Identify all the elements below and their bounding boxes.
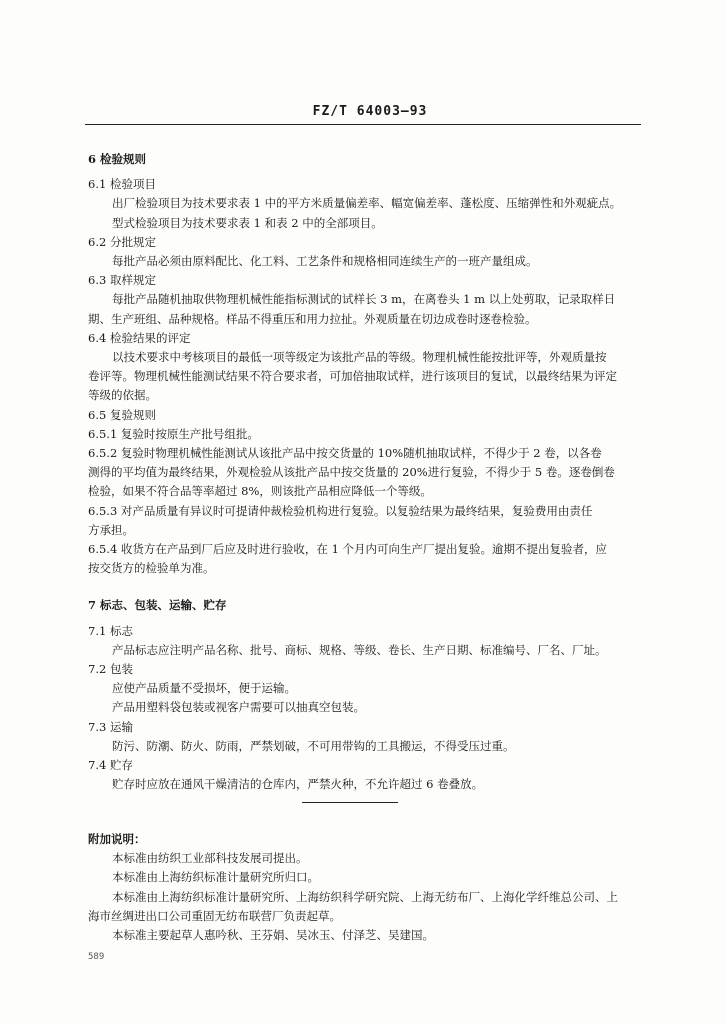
clause-6-5-2-line3: 检验，如果不符合品等率超过 8%，则该批产品相应降低一个等级。 <box>88 484 432 499</box>
notes-title: 附加说明： <box>88 832 146 846</box>
paragraph-7-2-line1: 应使产品质量不受损坏，便于运输。 <box>112 681 296 696</box>
header-rule <box>85 124 641 125</box>
paragraph-7-1-line1: 产品标志应注明产品名称、批号、商标、规格、等级、卷长、生产日期、标准编号、厂名、厂址。 <box>112 642 607 657</box>
notes-line4: 海市丝绸进出口公司重固无纺布联营厂负责起草。 <box>88 908 341 923</box>
clause-6-5-2-line1: 6.5.2 复验时物理机械性能测试从该批产品中按交货量的 10%随机抽取试样，不得少于 2 卷，以各卷 <box>88 446 602 461</box>
clause-6-5-1: 6.5.1 复验时按原生产批号组批。 <box>88 426 259 441</box>
notes-line2: 本标准由上海纺织标准计量研究所归口。 <box>112 870 319 885</box>
paragraph-6-3-line2: 期、生产班组、品种规格。样品不得重压和用力拉扯。外观质量在切边成卷时逐卷检验。 <box>88 311 537 326</box>
paragraph-7-2-line2: 产品用塑料袋包装或视客户需要可以抽真空包装。 <box>112 700 365 715</box>
clause-6-5-2-line2: 测得的平均值为最终结果，外观检验从该批产品中按交货量的 20%进行复验，不得少于 5 卷。逐卷倒卷 <box>88 465 615 480</box>
heading-7-3: 7.3 运输 <box>88 719 133 734</box>
clause-6-5-4-line2: 按交货方的检验单为准。 <box>88 561 215 576</box>
heading-6-3: 6.3 取样规定 <box>88 273 156 288</box>
notes-line5: 本标准主要起草人惠吟秋、王芬娟、吴冰玉、付泽芝、吴建国。 <box>112 928 434 943</box>
paragraph-6-4-line3: 等级的依据。 <box>88 388 157 403</box>
heading-6-1: 6.1 检验项目 <box>88 177 156 192</box>
paragraph-6-4-line1: 以技术要求中考核项目的最低一项等级定为该批产品的等级。物理机械性能按批评等，外观质量按 <box>112 350 607 365</box>
paragraph-6-3-line1: 每批产品随机抽取供物理机械性能指标测试的试样长 3 m，在离卷头 1 m 以上处剪取，记录取样日 <box>112 292 616 307</box>
heading-6-2: 6.2 分批规定 <box>88 234 156 249</box>
heading-6-5: 6.5 复验规则 <box>88 407 156 422</box>
heading-6-4: 6.4 检验结果的评定 <box>88 330 191 345</box>
additional-notes <box>88 830 654 945</box>
end-divider <box>302 802 398 803</box>
paragraph-7-4-line1: 贮存时应放在通风干燥清洁的仓库内，严禁火种，不允许超过 6 卷叠放。 <box>112 777 484 792</box>
section-7-title: 7 标志、包装、运输、贮存 <box>88 598 227 613</box>
section-6-title: 6 检验规则 <box>88 152 147 166</box>
heading-7-1: 7.1 标志 <box>88 623 133 638</box>
notes-line3: 本标准由上海纺织标准计量研究所、上海纺织科学研究院、上海无纺布厂、上海化学纤维总公司、上 <box>112 889 618 904</box>
clause-6-5-4-line1: 6.5.4 收货方在产品到厂后应及时进行验收，在 1 个月内可向生产厂提出复验。逾期不提出复验者，应 <box>88 542 608 557</box>
heading-7-2: 7.2 包装 <box>88 662 133 677</box>
standard-code: FZ/T 64003—93 <box>312 104 428 119</box>
clause-6-5-3-line1: 6.5.3 对产品质量有异议时可提请仲裁检验机构进行复验。以复验结果为最终结果，复验费用由责任 <box>88 503 593 518</box>
paragraph-6-4-line2: 卷评等。物理机械性能测试结果不符合要求者，可加倍抽取试样，进行该项目的复试，以最终结果为评定 <box>88 369 617 384</box>
heading-7-4: 7.4 贮存 <box>88 758 133 773</box>
page-number: 589 <box>88 952 105 962</box>
paragraph-6-1-line1: 出厂检验项目为技术要求表 1 中的平方米质量偏差率、幅宽偏差率、蓬松度、压缩弹性和外观疵点。 <box>112 196 622 211</box>
notes-line1: 本标准由纺织工业部科技发展司提出。 <box>112 851 308 866</box>
paragraph-7-3-line1: 防污、防潮、防火、防雨，严禁划破，不可用带钩的工具搬运，不得受压过重。 <box>112 738 515 753</box>
main-content <box>88 146 654 795</box>
paragraph-6-2-line1: 每批产品必须由原料配比、化工料、工艺条件和规格相同连续生产的一班产量组成。 <box>112 254 538 269</box>
clause-6-5-3-line2: 方承担。 <box>88 522 134 537</box>
paragraph-6-1-line2: 型式检验项目为技术要求表 1 和表 2 中的全部项目。 <box>112 215 383 230</box>
